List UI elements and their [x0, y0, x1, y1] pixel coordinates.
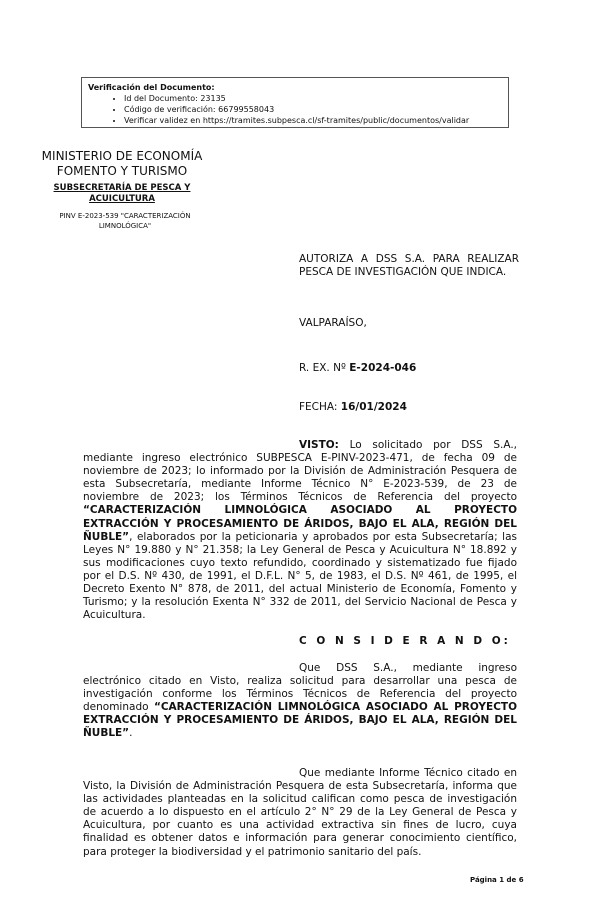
subsecretaria-name	[22, 183, 222, 205]
page-number: Página 1 de 6	[470, 876, 524, 884]
considerando-1-end: .	[129, 727, 133, 740]
visto-label: VISTO:	[299, 439, 339, 451]
date-label: FECHA:	[299, 401, 341, 413]
place: VALPARAÍSO,	[299, 317, 367, 329]
verification-code: • Código de verificación: 66799558043	[124, 104, 502, 115]
visto-text-2: , elaborados por la peticionaria y aprobados por esta Subsecretaría; las Leyes N° 19.880 y N° 21.358; la Ley General de Pesca y Acuicultura N° 18.892 y sus modificaciones cuyo texto refundido, coordinado y sistematizado fue fijado por el D.S. Nº 430, de 1991, el D.F.L. N° 5, de 1983, el D.S. Nº 461, de 1995, el Decreto Exento N° 878, de 2011, del actual Ministerio de Economía, Fomento y Turismo; y la resolución Exenta N° 332 de 2011, del Servicio Nacional de Pesca y Acuicultura.	[83, 530, 517, 622]
ministry-line-2: FOMENTO Y TURISMO	[56, 164, 188, 178]
considerando-paragraph-1	[83, 662, 517, 741]
verification-title: Verificación del Documento:	[88, 83, 215, 92]
considerando-heading: C O N S I D E R A N D O:	[299, 635, 511, 647]
verification-list	[88, 93, 502, 126]
resolution-number	[299, 362, 519, 375]
pinv-line-1: PINV E-2023-539 "CARACTERIZACIÓN	[59, 212, 191, 220]
resolution-date	[299, 401, 519, 414]
visto-paragraph	[83, 439, 517, 622]
verification-url[interactable]: • Verificar validez en https://tramites.subpesca.cl/sf-tramites/public/documentos/validar	[124, 115, 502, 126]
ministry-line-1: MINISTERIO DE ECONOMÍA	[41, 149, 203, 163]
pinv-reference	[40, 211, 210, 231]
considerando-1-project: “CARACTERIZACIÓN LIMNOLÓGICA ASOCIADO AL PROYECTO EXTRACCIÓN Y PROCESAMIENTO DE ÁRIDOS, BAJO EL ALA, REGIÓN DEL ÑUBLE”	[83, 701, 517, 740]
resolution-label: R. EX. Nº	[299, 362, 350, 374]
ministry-name	[22, 149, 222, 179]
verification-box	[81, 77, 509, 128]
document-id: • Id del Documento: 23135	[124, 93, 502, 104]
subsecretaria-line-1: SUBSECRETARÍA DE PESCA Y	[53, 183, 191, 193]
considerando-1-text: Que DSS S.A., mediante ingreso electrónico citado en Visto, realiza solicitud para desarrollar una pesca de investigación conforme los Términos Técnicos de Referencia del proyecto denominado	[83, 662, 517, 714]
resolution-summary: AUTORIZA A DSS S.A. PARA REALIZAR PESCA DE INVESTIGACIÓN QUE INDICA.	[299, 253, 519, 278]
resolution-value: E-2024-046	[349, 362, 417, 374]
subsecretaria-line-2: ACUICULTURA	[89, 194, 155, 204]
visto-text-1: Lo solicitado por DSS S.A., mediante ingreso electrónico SUBPESCA E-PINV-2023-471, de fecha 09 de noviembre de 2023; lo informado por la División de Administración Pesquera de esta Subsecretaría, mediante Informe Técnico N° E-2023-539, de 23 de noviembre de 2023; los Términos Técnicos de Referencia del proyecto	[83, 439, 517, 504]
date-value: 16/01/2024	[340, 401, 407, 413]
pinv-line-2: LIMNOLÓGICA"	[98, 222, 152, 230]
considerando-paragraph-2: Que mediante Informe Técnico citado en Visto, la División de Administración Pesquera de esta Subsecretaría, informa que las actividades planteadas en la solicitud califican como pesca de investigación de acuerdo a lo dispuesto en el artículo 2° N° 29 de la Ley General de Pesca y Acuicultura, por cuanto es una actividad extractiva sin fines de lucro, cuya finalidad es obtener datos e información para generar conocimiento científico, para proteger la biodiversidad y el patrimonio sanitario del país.	[83, 767, 517, 858]
visto-project-name: “CARACTERIZACIÓN LIMNOLÓGICA ASOCIADO AL PROYECTO EXTRACCIÓN Y PROCESAMIENTO DE ÁRIDOS, BAJO EL ALA, REGIÓN DEL ÑUBLE”	[83, 504, 517, 543]
